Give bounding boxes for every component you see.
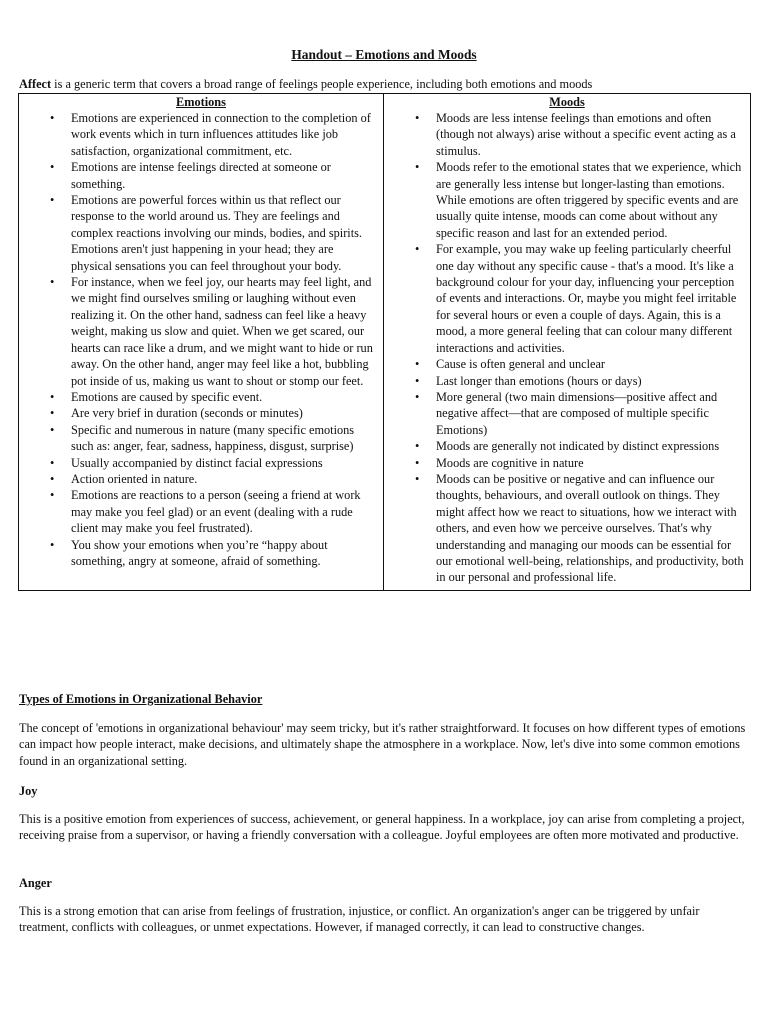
moods-list-item: • Cause is often general and unclear	[436, 356, 744, 372]
affect-term: Affect	[19, 77, 52, 91]
emotions-list-item: • Action oriented in nature.	[71, 471, 377, 487]
emotions-list	[19, 110, 383, 569]
types-intro-paragraph: The concept of 'emotions in organizational behaviour' may seem tricky, but it's rather straightforward. It focuses on how different types of emotions can impact how people interact, make decisions, and ultimately shape the atmosphere in a workplace. Now, let's dive into some common emotions found in an organizational setting.	[19, 721, 746, 768]
moods-list-item: • Moods are less intense feelings than emotions and often (though not always) arise without a specific event acting as a stimulus.	[436, 110, 744, 159]
emotions-list-item: • Emotions are intense feelings directed at someone or something.	[71, 159, 377, 192]
moods-list-item: • For example, you may wake up feeling particularly cheerful one day without any specific cause - that's a mood. It's like a background colour for your day, influencing your perception of events and interactions. Or, maybe you might feel irritable for several hours or even a couple of days. Again, this is a mood, a more general feeling that can colour many different interactions and activities.	[436, 241, 744, 356]
emotions-list-item: • Specific and numerous in nature (many specific emotions such as: anger, fear, sadness, happiness, disgust, surprise)	[71, 422, 377, 455]
emotions-list-item: • Emotions are experienced in connection to the completion of work events which in turn influences attitudes like job satisfaction, organizational commitment, etc.	[71, 110, 377, 159]
moods-list	[384, 110, 750, 586]
moods-list-item: • Moods are generally not indicated by distinct expressions	[436, 438, 744, 454]
emotions-list-item: • For instance, when we feel joy, our hearts may feel light, and we might find ourselves smiling or laughing without even realizing it. On the other hand, sadness can feel like a heavy weight, making us slow and quiet. When we get scared, our hearts can race like a drum, and we might want to hide or run away. On the other hand, anger may feel like a hot, bubbling pot inside of us, making us want to shout or stomp our feet.	[71, 274, 377, 389]
affect-definition-text: is a generic term that covers a broad range of feelings people experience, including both emotions and moods	[51, 77, 593, 91]
emotions-cell	[19, 110, 384, 590]
emotions-moods-table	[18, 93, 751, 591]
emotions-column-header: Emotions	[19, 94, 384, 111]
moods-cell	[384, 110, 751, 590]
anger-heading: Anger	[19, 876, 52, 890]
moods-column-header: Moods	[384, 94, 751, 111]
emotions-list-item: • Emotions are powerful forces within us that reflect our response to the world around us. They are feelings and complex reactions involving our minds, bodies, and spirits. Emotions aren't just happening in your head; they are physical sensations you can feel throughout your body.	[71, 192, 377, 274]
emotions-list-item: • Emotions are reactions to a person (seeing a friend at work may make you feel glad) or an event (dealing with a rude client may make you feel frustrated).	[71, 487, 377, 536]
moods-list-item: • Moods refer to the emotional states that we experience, which are generally less intense but longer-lasting than emotions. While emotions are often triggered by specific events and are usually quite intense, moods can come about without any specific reason and last for an extended period.	[436, 159, 744, 241]
affect-definition	[19, 76, 759, 92]
types-section-heading: Types of Emotions in Organizational Behavior	[19, 692, 263, 706]
anger-paragraph: This is a strong emotion that can arise from feelings of frustration, injustice, or conflict. An organization's anger can be triggered by unfair treatment, conflicts with colleagues, or unmet expectations. However, if managed correctly, it can lead to constructive changes.	[19, 904, 700, 935]
joy-paragraph: This is a positive emotion from experiences of success, achievement, or general happiness. In a workplace, joy can arise from completing a project, receiving praise from a supervisor, or having a friendly conversation with a colleague. Joyful employees are often more motivated and productive.	[19, 812, 745, 843]
emotions-list-item: • Are very brief in duration (seconds or minutes)	[71, 405, 377, 421]
moods-list-item: • Moods are cognitive in nature	[436, 455, 744, 471]
moods-list-item: • Moods can be positive or negative and can influence our thoughts, behaviours, and overall outlook on things. They might affect how we react to situations, how we interact with others, and even how we perceive ourselves. That's why understanding and managing our moods can be essential for our emotional well-being, relationships, and productivity, both in our personal and professional life.	[436, 471, 744, 586]
emotions-list-item: • Emotions are caused by specific event.	[71, 389, 377, 405]
emotions-list-item: • You show your emotions when you’re “happy about something, angry at someone, afraid of something.	[71, 537, 377, 570]
moods-list-item: • More general (two main dimensions—positive affect and negative affect—that are composed of multiple specific Emotions)	[436, 389, 744, 438]
emotions-list-item: • Usually accompanied by distinct facial expressions	[71, 455, 377, 471]
moods-list-item: • Last longer than emotions (hours or days)	[436, 373, 744, 389]
joy-heading: Joy	[19, 784, 38, 798]
page-title: Handout – Emotions and Moods	[291, 47, 477, 62]
